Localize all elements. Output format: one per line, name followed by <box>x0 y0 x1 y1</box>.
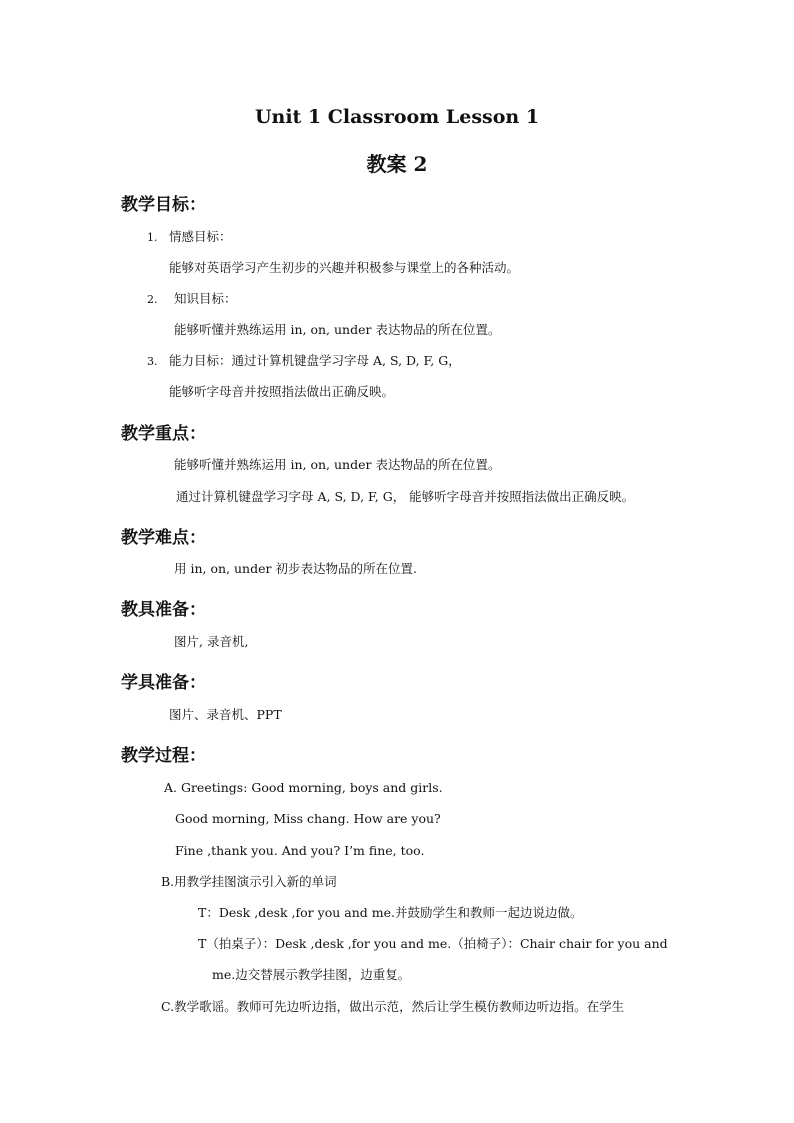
objective-item-1-detail: 能够对英语学习产生初步的兴趣并积极参与课堂上的各种活动。 <box>169 260 520 275</box>
teaching-aids-item: 图片, 录音机, <box>174 634 249 649</box>
process-line: B.用教学挂图演示引入新的单词 <box>161 874 337 889</box>
key-points-heading: 教学重点： <box>121 424 206 444</box>
document-subtitle: 教案 2 <box>366 152 428 176</box>
objective-item-3-detail: 能够听字母音并按照指法做出正确反映。 <box>169 384 395 399</box>
difficulties-heading: 教学难点： <box>121 528 206 548</box>
list-item-text: 知识目标： <box>174 291 237 306</box>
objectives-heading: 教学目标： <box>121 195 206 215</box>
list-item-text: 情感目标： <box>169 229 232 244</box>
process-line: Good morning, Miss chang. How are you? <box>175 811 441 826</box>
process-line: Fine ,thank you. And you? I’m fine, too. <box>175 843 425 858</box>
list-number: 3. <box>147 355 158 368</box>
process-line: T（拍桌子）：Desk ,desk ,for you and me.（拍椅子）：Chair chair for you and <box>198 936 668 951</box>
process-heading: 教学过程： <box>121 746 206 766</box>
learning-aids-heading: 学具准备： <box>121 673 206 693</box>
objective-item-2 <box>147 290 237 309</box>
objective-item-2-detail: 能够听懂并熟练运用 in, on, under 表达物品的所在位置。 <box>174 322 501 337</box>
list-item-text: 能力目标：通过计算机键盘学习字母 A, S, D, F, G， <box>169 353 461 368</box>
process-line: me.边交替展示教学挂图，边重复。 <box>212 967 411 982</box>
objective-item-1 <box>147 228 232 247</box>
difficulty-item: 用 in, on, under 初步表达物品的所在位置. <box>174 561 417 576</box>
teaching-aids-heading: 教具准备： <box>121 600 206 620</box>
learning-aids-item: 图片、录音机、PPT <box>169 707 282 722</box>
process-line: C.教学歌谣。教师可先边听边指，做出示范，然后让学生模仿教师边听边指。在学生 <box>161 999 625 1014</box>
objective-item-3 <box>147 352 461 371</box>
key-point-item: 能够听懂并熟练运用 in, on, under 表达物品的所在位置。 <box>174 457 501 472</box>
list-number: 1. <box>147 231 158 244</box>
key-point-item: 通过计算机键盘学习字母 A, S, D, F, G， 能够听字母音并按照指法做出正确反映。 <box>176 489 635 504</box>
process-line: A. Greetings: Good morning, boys and girls. <box>164 780 443 795</box>
document-title: Unit 1 Classroom Lesson 1 <box>254 106 540 128</box>
process-line: T：Desk ,desk ,for you and me.并鼓励学生和教师一起边说边做。 <box>198 905 583 920</box>
list-number: 2. <box>147 293 158 306</box>
